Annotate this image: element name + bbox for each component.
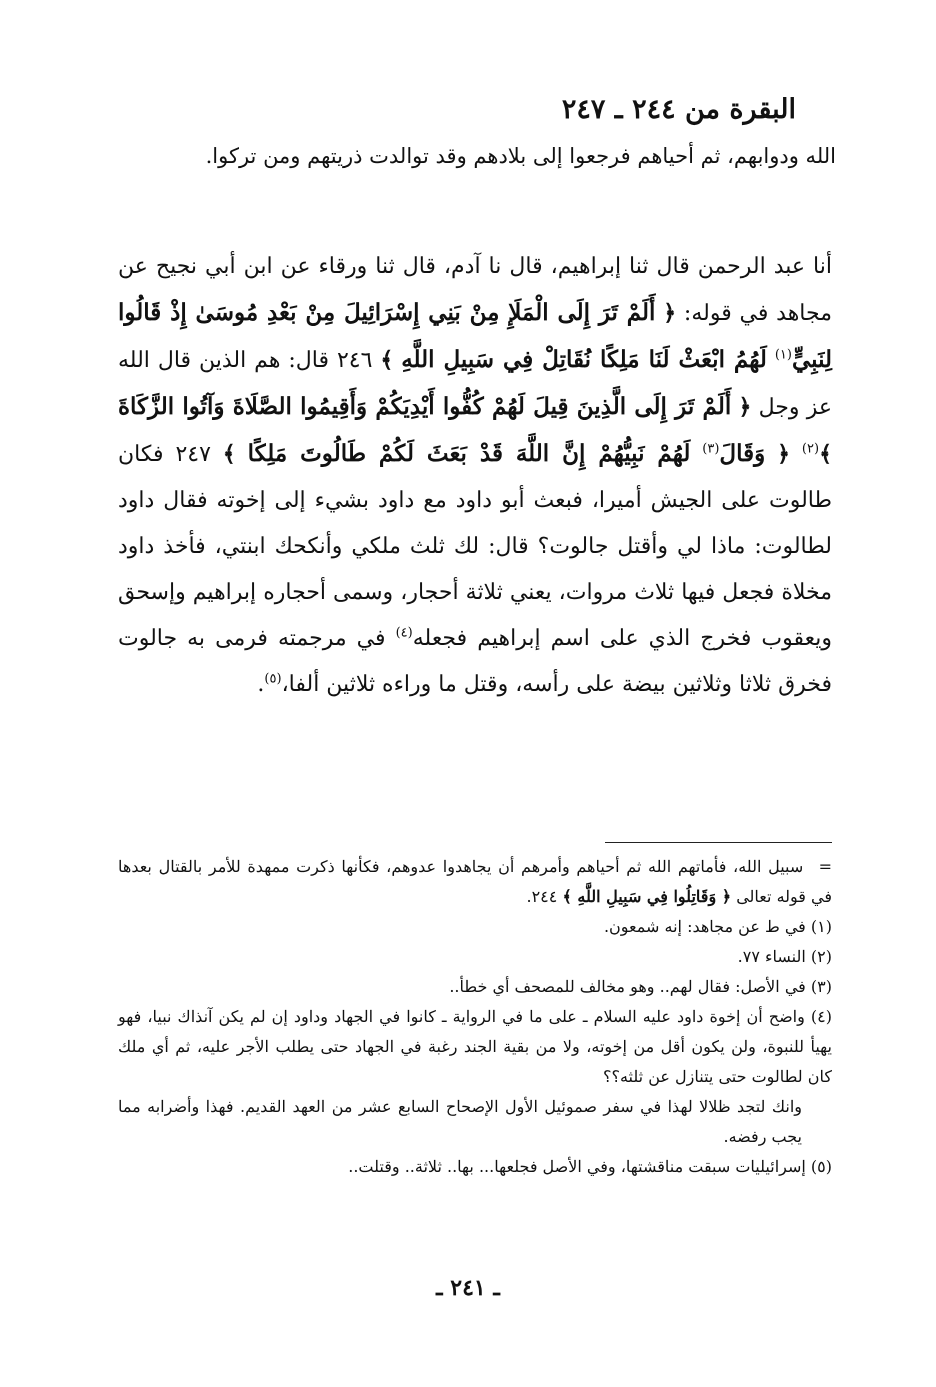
text-run: في مرجمته فرمى به جالوت فخرق ثلاثا وثلاثين بيضة على رأسه، وقتل ما وراءه ثلاثين ألفا، <box>118 626 832 697</box>
quran-verse: أَلَمْ تَرَ إِلَى الَّذِينَ قِيلَ لَهُمْ كُفُّوا أَيْدِيَكُمْ وَأَقِيمُوا الصَّلَاةَ وَآتُوا الزَّكَاةَ <box>118 393 732 420</box>
footnote-4-continued: وانك لتجد ظلالا لهذا في سفر صموئيل الأول الإصحاح السابع عشر من العهد القديم. فهذا وأضرابه مما يجب رفضه. <box>118 1097 802 1146</box>
page-number: ـ ٢٤١ ـ <box>436 1275 500 1301</box>
main-text <box>118 244 832 708</box>
quran-verse: وَقَالَ <box>719 440 766 467</box>
footnote-text: سبيل الله، فأماتهم الله ثم أحياهم وأمرهم أن يجاهدوا عدوهم، فكأنها ذكرت ممهدة للأمر بالقتال بعدها في قوله تعالى <box>118 857 832 906</box>
footnote-text: ٢٤٤. <box>526 887 558 906</box>
footnote-5: (٥) إسرائيليات سبقت مناقشتها، وفي الأصل فجلعها... بها.. ثلاثة.. وقتلت.. <box>348 1157 832 1176</box>
continuation-line <box>140 136 836 176</box>
footnote-continuation <box>118 852 832 912</box>
quran-verse: لَهُمْ نَبِيُّهُمْ إِنَّ اللَّهَ قَدْ بَعَثَ لَكُمْ طَالُوتَ مَلِكًا <box>247 440 691 467</box>
quran-bracket-close: ﴾ <box>222 441 236 467</box>
text-run: أنا عبد الرحمن قال ثنا إبراهيم، قال نا آدم، قال ثنا ورقاء عن ابن أبي نجيح عن مجاهد في قوله: <box>118 254 832 326</box>
quran-bracket-open: ﴿ <box>738 394 752 420</box>
footnote-ref: (٥) <box>264 671 282 687</box>
footnote-ref: (١) <box>774 347 792 363</box>
continuation-mark: = <box>818 857 832 876</box>
footnote-3: (٣) في الأصل: فقال لهم.. وهو مخالف للمصحف أي خطأ.. <box>449 977 832 996</box>
footnote-separator <box>605 842 832 843</box>
text-run: ٢٤٧ فكان طالوت على الجيش أميرا، فبعث أبو داود مع داود بشيء إلى إخوته فقال داود لطالوت: ماذا لي وأقتل جالوت؟ قال: لك ثلث ملكي وأنكحك ابنتي، فأخذ داود مخلاة فجعل فيها ثلاث مروات، يعني ثلاثة أحجار، وسمى أحجاره إبراهيم وإسحق ويعقوب فخرج الذي على اسم إبراهيم فجعله <box>118 442 832 651</box>
main-paragraph <box>118 244 832 708</box>
quran-bracket-close: ﴾ <box>380 347 394 373</box>
quran-verse: ﴿ وَقَاتِلُوا فِي سَبِيلِ اللَّهِ ﴾ <box>562 887 732 906</box>
text-run: . <box>257 672 265 697</box>
running-header <box>140 90 796 130</box>
footnotes <box>118 852 832 1182</box>
footnote-ref: (٢) <box>801 441 820 457</box>
footnote-ref: (٣) <box>702 441 720 457</box>
text-run: ٢٤٦ قال: هم الذين قال الله عز وجل <box>118 348 832 420</box>
quran-bracket-open: ﴿ <box>663 300 677 326</box>
continuation-text: الله ودوابهم، ثم أحياهم فرجعوا إلى بلادهم وقد توالدت ذريتهم ومن تركوا. <box>205 144 836 168</box>
quran-bracket-open: ﴿ <box>777 441 791 467</box>
footnote-4: (٤) واضح أن إخوة داود عليه السلام ـ على ما في الرواية ـ كانوا في الجهاد وداود إن لم يكن آنذاك نبيا، فهو يهيأ للنبوة، ولن يكون أقل من إخوته، ولا من بقية الجند رغبة في الجهاد حتى يطلب الأجر عليه، ثم أي ملك كان لطالوت حتى يتنازل عن ثلثه؟؟ <box>118 1007 832 1086</box>
quran-bracket-close: ﴾ <box>819 441 832 467</box>
quran-verse: لَهُمُ ابْعَثْ لَنَا مَلِكًا نُقَاتِلْ فِي سَبِيلِ اللَّهِ <box>401 346 767 373</box>
footnote-1: (١) في ط عن مجاهد: إنه شمعون. <box>603 917 832 936</box>
footnote-2: (٢) النساء ٧٧. <box>737 947 832 966</box>
quran-verse: أَلَمْ تَرَ إِلَى الْمَلَإِ مِنْ بَنِي إِسْرَائِيلَ مِنْ بَعْدِ مُوسَىٰ إِذْ قَالُوا لِنَبِيٍّ <box>118 299 833 373</box>
header-title: البقرة من ٢٤٤ ـ ٢٤٧ <box>561 94 796 125</box>
footnote-ref: (٤) <box>395 625 413 641</box>
